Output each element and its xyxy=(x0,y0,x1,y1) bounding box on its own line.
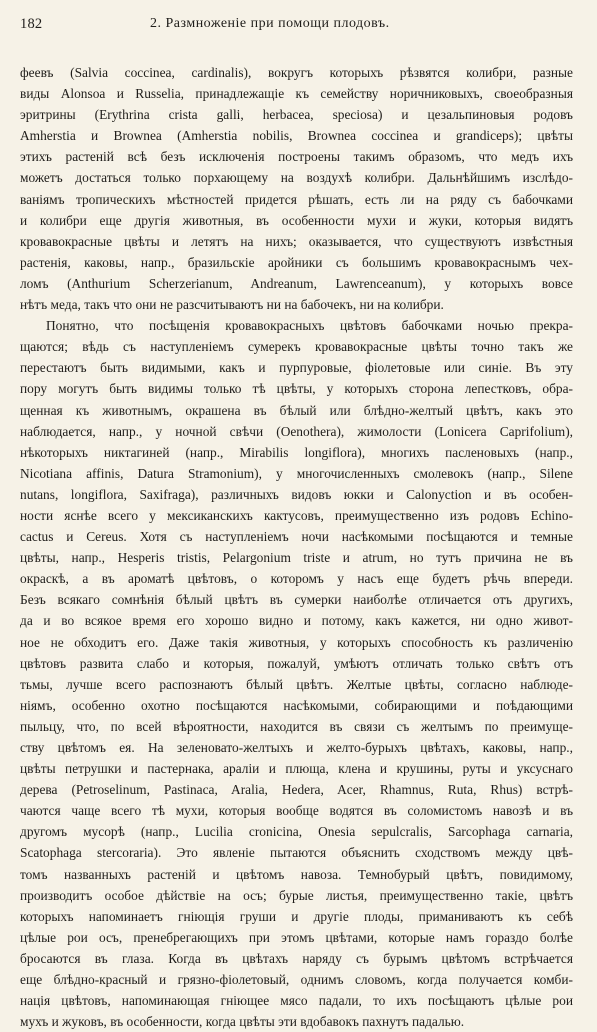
text-line: можетъ достаться только порхающему на воздухѣ колибри. Дальнѣйшимъ изслѣдо- xyxy=(20,170,573,186)
text-line: cactus и Cereus. Хотя съ наступленіемъ ночи насѣкомыми посѣщаются и темные xyxy=(20,529,573,545)
text-line: виды Alonsoa и Russelia, принадлежащіе къ семейству норичниковыхъ, своеобразныя xyxy=(20,86,573,102)
page-number: 182 xyxy=(20,16,43,32)
text-line: бросаются въ глаза. Когда въ цвѣтахъ наряду съ бурымъ цвѣтомъ встрѣчается xyxy=(20,950,573,966)
text-line: которыхъ напоминаетъ гніющія груши и другіе плоды, приманиваютъ къ себѣ xyxy=(20,908,573,924)
text-line: да и во всякое время его хорошо видно и потому, какъ кажется, ни одно живот- xyxy=(20,613,573,629)
text-line: ству цвѣтомъ ея. На зеленовато-желтыхъ и желто-бурыхъ цвѣтахъ, каковы, напр., xyxy=(20,740,573,755)
text-line: Безъ всякаго сомнѣнія бѣлый цвѣтъ въ сумерки наиболѣе отличается отъ другихъ, xyxy=(20,592,573,608)
text-line: Amherstia и Brownea (Amherstia nobilis, Brownea coccinea и grandiceps); цвѣты xyxy=(20,128,573,144)
text-line: растенія, каковы, напр., бразильскіе аройники съ большимъ кровавокраснымъ чех- xyxy=(20,254,573,270)
text-line: цвѣтовъ развита слабо и которыя, пожалуй, умѣютъ отличать только свѣтъ отъ xyxy=(20,655,573,671)
text-line: ности яснѣе всего у мексиканскихъ кактусовъ, преимущественно изъ родовъ Echino- xyxy=(20,507,573,523)
paragraph xyxy=(20,62,573,315)
text-line: и колибри еще другія животныя, въ особенности мухи и жуки, которыя видятъ xyxy=(20,212,573,228)
text-line: цвѣты петрушки и пастернака, араліи и плюща, клена и крушины, руты и уксуснаго xyxy=(20,761,573,777)
body-text xyxy=(20,62,573,1032)
text-line: ное не обходитъ его. Даже такія животныя, у которыхъ способность къ различенію xyxy=(20,634,573,650)
text-line: кровавокрасные цвѣты и летятъ на нихъ; оказывается, что существуютъ извѣстныя xyxy=(20,233,573,249)
text-line: щаются; вѣдь съ наступленіемъ сумерекъ кровавокрасные цвѣты точно такъ же xyxy=(20,339,573,355)
text-line: перестаютъ быть видимыми, какъ и пурпуровые, фіолетовые или синіе. Въ эту xyxy=(20,360,573,376)
text-line: цвѣты, напр., Hesperis tristis, Pelargonium triste и atrum, но тутъ причина не въ xyxy=(20,550,573,566)
text-line: дерева (Petroselinum, Pastinaca, Aralia, Hedera, Acer, Rhamnus, Ruta, Rhus) встрѣ- xyxy=(20,782,573,798)
text-line: nutans, longiflora, Saxifraga), различныхъ видовъ юкки и Calonyction и въ особен- xyxy=(20,486,573,502)
text-line: цѣлые рои осъ, пренебрегающихъ при этомъ цвѣтами, которые намъ гораздо болѣе xyxy=(20,929,573,945)
text-line: томъ названныхъ растеній и цвѣтомъ навоза. Темнобурый цвѣтъ, повидимому, xyxy=(20,866,573,882)
text-line: щенная къ животнымъ, окрашена въ бѣлый или блѣдно-желтый цвѣтъ, какъ это xyxy=(20,402,573,418)
text-line: эритрины (Erythrina crista galli, herbacea, speciosa) и цезальпиновыя родовъ xyxy=(20,107,573,123)
text-line: тьмы, лучше всего распознаютъ бѣлый цвѣтъ. Желтые цвѣты, согласно наблюде- xyxy=(20,676,573,692)
text-line: пору могутъ быть видимы только тѣ цвѣты, у которыхъ сторона лепестковъ, обра- xyxy=(20,381,573,397)
page-header xyxy=(20,16,573,40)
text-line: наблюдается, напр., у ночной свѣчи (Oenothera), жимолости (Lonicera Caprifolium), xyxy=(20,423,573,439)
text-line: нація цвѣтовъ, напоминающая гніющее мясо падали, то ихъ посѣщаютъ цѣлые рои xyxy=(20,993,573,1009)
text-line: нѣкоторыхъ никтагиней (напр., Mirabilis longiflora), многихъ пасленовыхъ (напр., xyxy=(20,444,573,460)
text-line: другомъ мусорѣ (напр., Lucilia cronicina, Onesia sepulcralis, Sarcophaga carnaria, xyxy=(20,824,573,840)
text-line: Scatophaga stercoraria). Это явленіе пытаются объяснить сходствомъ между цвѣ- xyxy=(20,845,573,861)
text-line: чаются чаще всего тѣ мухи, которыя вообще водятся въ соломистомъ навозѣ и въ xyxy=(20,803,573,819)
text-line: феевъ (Salvia coccinea, cardinalis), вокругъ которыхъ рѣзвятся колибри, разные xyxy=(20,65,573,80)
text-line: Понятно, что посѣщенія кровавокрасныхъ цвѣтовъ бабочками ночью прекра- xyxy=(46,318,573,334)
text-line: ломъ (Anthurium Scherzerianum, Andreanum, Lawrenceanum), у которыхъ вовсе xyxy=(20,275,573,291)
running-title: 2. Размноженіе при помощи плодовъ. xyxy=(150,16,390,31)
text-line: еще блѣдно-красный и грязно-фіолетовый, однимъ словомъ, когда получается комби- xyxy=(20,972,573,988)
text-line: ніямъ, особенно охотно посѣщаются насѣкомыми, собирающими и поѣдающими xyxy=(20,697,573,713)
paragraph xyxy=(20,315,573,1032)
text-line: окраскѣ, а въ ароматѣ цвѣтовъ, о которомъ у насъ еще будетъ рѣчь впереди. xyxy=(20,571,573,587)
text-line: пыльцу, что, по всей вѣроятности, находится въ связи съ желтымъ по преимуще- xyxy=(20,718,573,734)
text-line: ваніямъ тропическихъ мѣстностей придется рѣшать, есть ли на ряду съ бабочками xyxy=(20,191,573,207)
text-line: мухъ и жуковъ, въ особенности, когда цвѣты эти вдобавокъ пахнутъ падалью. xyxy=(20,1014,465,1030)
text-line: производитъ особое дѣйствіе на осъ; бурые листья, преимущественно такіе, цвѣтъ xyxy=(20,887,573,903)
text-line: нѣтъ меда, такъ что они не разсчитываютъ ни на бабочекъ, ни на колибри. xyxy=(20,297,444,313)
text-line: этихъ растеній всѣ безъ исключенія построены такимъ образомъ, что медъ ихъ xyxy=(20,149,573,165)
text-line: Nicotiana affinis, Datura Stramonium), у многочисленныхъ смолевокъ (напр., Silene xyxy=(20,465,573,481)
